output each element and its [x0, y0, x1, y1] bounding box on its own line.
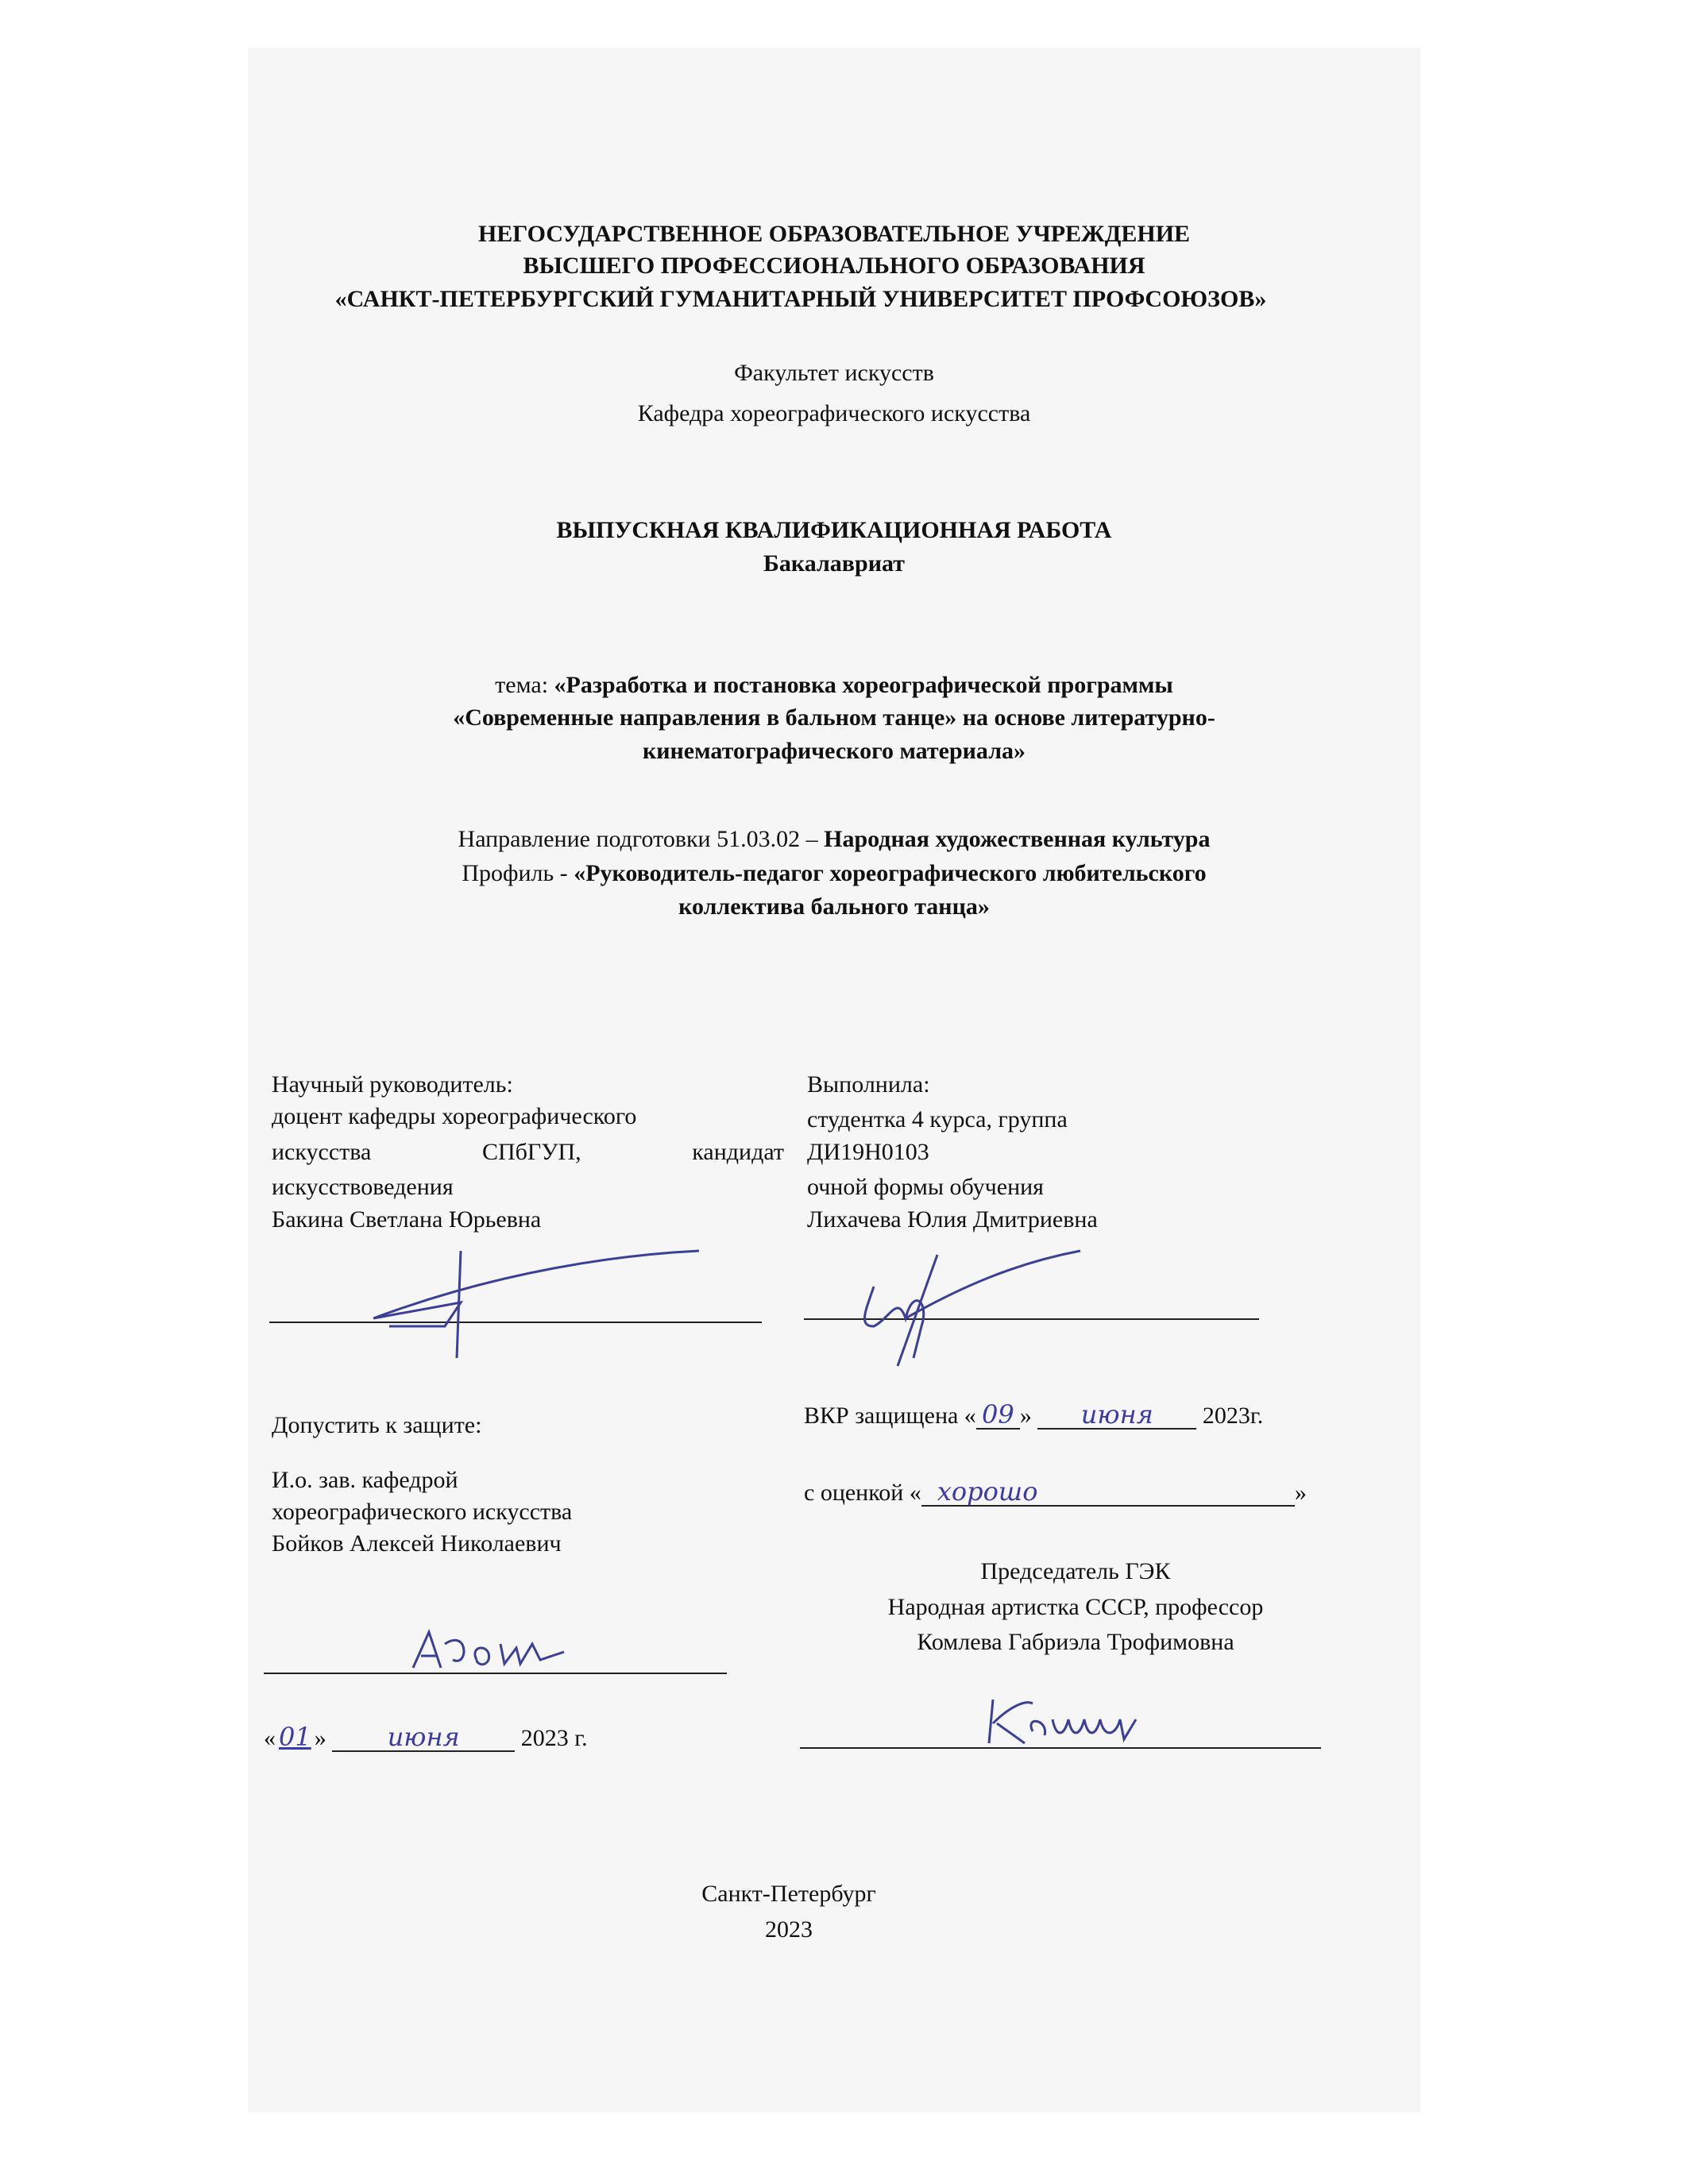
- institution-line-1: НЕГОСУДАРСТВЕННОЕ ОБРАЗОВАТЕЛЬНОЕ УЧРЕЖДЕНИЕ: [477, 221, 1191, 247]
- quote-close: »: [1019, 1403, 1032, 1429]
- chair-name: Комлева Габриэла Трофимовна: [917, 1629, 1234, 1655]
- defense-label: ВКР защищена «: [804, 1403, 976, 1429]
- student-line-3: очной формы обучения: [807, 1174, 1044, 1200]
- supervisor-line-1: доцент кафедры хореографического: [272, 1103, 637, 1129]
- profile-line-2: коллектива бального танца»: [678, 893, 990, 920]
- admission-signature: [397, 1620, 588, 1684]
- institution-line-3: «САНКТ-ПЕТЕРБУРГСКИЙ ГУМАНИТАРНЫЙ УНИВЕРСИТЕТ ПРОФСОЮЗОВ»: [334, 286, 1267, 312]
- supervisor-name: Бакина Светлана Юрьевна: [272, 1206, 542, 1233]
- topic-line-3: кинематографического материала»: [642, 738, 1026, 764]
- chair-rank: Народная артистка СССР, профессор: [887, 1594, 1264, 1620]
- student-group: ДИ19Н0103: [807, 1139, 929, 1165]
- topic-line-1: [248, 669, 1420, 701]
- direction-label: Направление подготовки 51.03.02 –: [458, 826, 825, 852]
- student-signature: [842, 1239, 1176, 1366]
- admission-line-1: И.о. зав. кафедрой: [272, 1467, 458, 1493]
- city: Санкт-Петербург: [701, 1881, 876, 1907]
- year: 2023: [765, 1916, 813, 1943]
- profile-text-1: «Руководитель-педагог хореографического любительского: [574, 860, 1207, 886]
- admission-name: Бойков Алексей Николаевич: [272, 1530, 562, 1557]
- supervisor-label: Научный руководитель:: [272, 1071, 513, 1098]
- chair-signature: [977, 1692, 1168, 1755]
- quote-close: »: [314, 1725, 326, 1751]
- student-label: Выполнила:: [807, 1071, 930, 1098]
- student-name: Лихачева Юлия Дмитриевна: [807, 1206, 1098, 1233]
- supervisor-signature: [302, 1239, 747, 1366]
- quote-open: «: [264, 1725, 276, 1751]
- grade-value: хорошо: [921, 1478, 1295, 1507]
- admission-label: Допустить к защите:: [272, 1412, 482, 1438]
- defense-grade: [804, 1477, 1307, 1509]
- supervisor-line-2: искусства СПбГУП, кандидат: [272, 1139, 784, 1165]
- profile-label: Профиль -: [462, 860, 574, 886]
- admission-month: июня: [332, 1723, 515, 1752]
- direction: [248, 824, 1420, 855]
- admission-line-2: хореографического искусства: [272, 1499, 573, 1525]
- topic-line-2: «Современные направления в бальном танце» на основе литературно-: [453, 704, 1215, 731]
- defense-date: [804, 1400, 1263, 1432]
- chair-title: Председатель ГЭК: [980, 1558, 1171, 1584]
- direction-value: Народная художественная культура: [824, 826, 1211, 852]
- quote-close: »: [1294, 1480, 1307, 1506]
- topic-label: тема:: [495, 672, 554, 698]
- grade-label: с оценкой «: [804, 1480, 921, 1506]
- admission-year: 2023 г.: [520, 1725, 588, 1751]
- topic-text-1: «Разработка и постановка хореографической программы: [554, 672, 1173, 698]
- student-line-1: студентка 4 курса, группа: [807, 1106, 1068, 1133]
- defense-day: 09: [976, 1401, 1020, 1430]
- admission-day: 01: [279, 1722, 311, 1752]
- work-type: ВЫПУСКНАЯ КВАЛИФИКАЦИОННАЯ РАБОТА: [556, 517, 1112, 543]
- institution-line-2: ВЫСШЕГО ПРОФЕССИОНАЛЬНОГО ОБРАЗОВАНИЯ: [523, 253, 1145, 279]
- defense-month: июня: [1037, 1401, 1196, 1430]
- faculty: Факультет искусств: [734, 360, 934, 386]
- department: Кафедра хореографического искусства: [637, 400, 1031, 426]
- defense-year: 2023г.: [1202, 1403, 1264, 1429]
- admission-date: [264, 1721, 588, 1754]
- supervisor-line-3: искусствоведения: [272, 1174, 454, 1200]
- degree-level: Бакалавриат: [763, 550, 905, 577]
- profile-line-1: [248, 858, 1420, 889]
